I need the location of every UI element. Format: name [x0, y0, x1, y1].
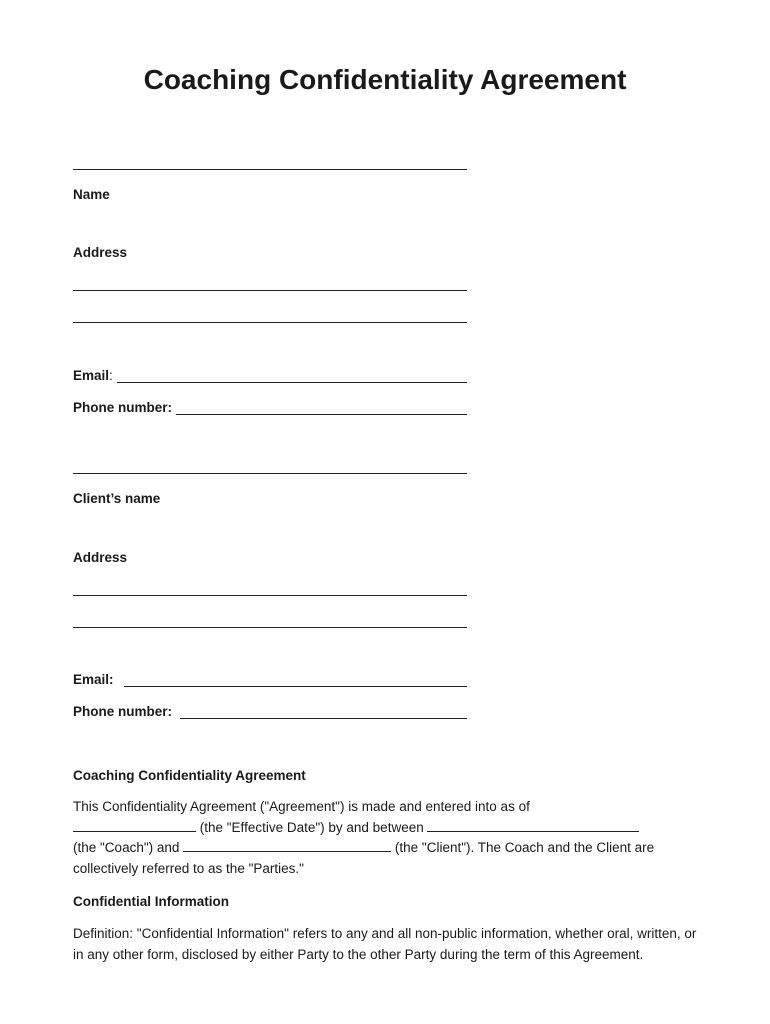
coach-email-separator: : [109, 368, 113, 383]
client-address-line-1[interactable] [73, 595, 467, 596]
coach-party-text: (the "Coach") and [73, 840, 184, 855]
effective-date-blank[interactable] [73, 819, 196, 832]
page-title: Coaching Confidentiality Agreement [143, 64, 627, 95]
agreement-line-2 [73, 818, 695, 839]
agreement-line-1: This Confidentiality Agreement ("Agreement") is made and entered into as of [73, 799, 530, 814]
client-name-line[interactable] [73, 473, 467, 474]
coach-name-line[interactable] [73, 169, 467, 170]
coach-phone-label: Phone number: [73, 400, 173, 415]
client-phone-line[interactable] [180, 706, 467, 719]
coach-name-label: Name [73, 187, 110, 202]
coach-party-blank[interactable] [427, 819, 639, 832]
agreement-line-3 [73, 838, 695, 859]
client-party-blank[interactable] [183, 839, 391, 852]
coach-address-line-2[interactable] [73, 322, 467, 323]
client-email-field[interactable] [73, 672, 467, 687]
effective-date-text: (the "Effective Date") by and between [196, 819, 428, 835]
agreement-heading: Coaching Confidentiality Agreement [73, 768, 306, 783]
client-email-line[interactable] [124, 674, 467, 687]
client-name-label: Client’s name [73, 491, 161, 506]
client-phone-label: Phone number: [73, 704, 173, 719]
coach-email-label: Email [73, 368, 110, 383]
coach-email-line[interactable] [117, 370, 467, 383]
coach-email-field[interactable] [73, 368, 467, 383]
client-email-label: Email: [73, 672, 114, 687]
coach-phone-field[interactable] [73, 400, 467, 415]
confidential-heading: Confidential Information [73, 894, 229, 909]
coach-phone-line[interactable] [176, 402, 467, 415]
agreement-line-4: collectively referred to as the "Parties." [73, 860, 304, 876]
confidential-definition: Definition: "Confidential Information" refers to any and all non-public information, whether oral, written, or in any other form, disclosed by either Party to the other Party during the term of this Agreement. [73, 926, 697, 962]
coach-address-line-1[interactable] [73, 290, 467, 291]
agreement-paragraph [73, 797, 695, 879]
coach-address-label: Address [73, 245, 128, 260]
client-address-line-2[interactable] [73, 627, 467, 628]
client-phone-field[interactable] [73, 704, 467, 719]
client-address-label: Address [73, 550, 128, 565]
client-party-text: (the "Client"). The Coach and the Client are [391, 840, 655, 855]
